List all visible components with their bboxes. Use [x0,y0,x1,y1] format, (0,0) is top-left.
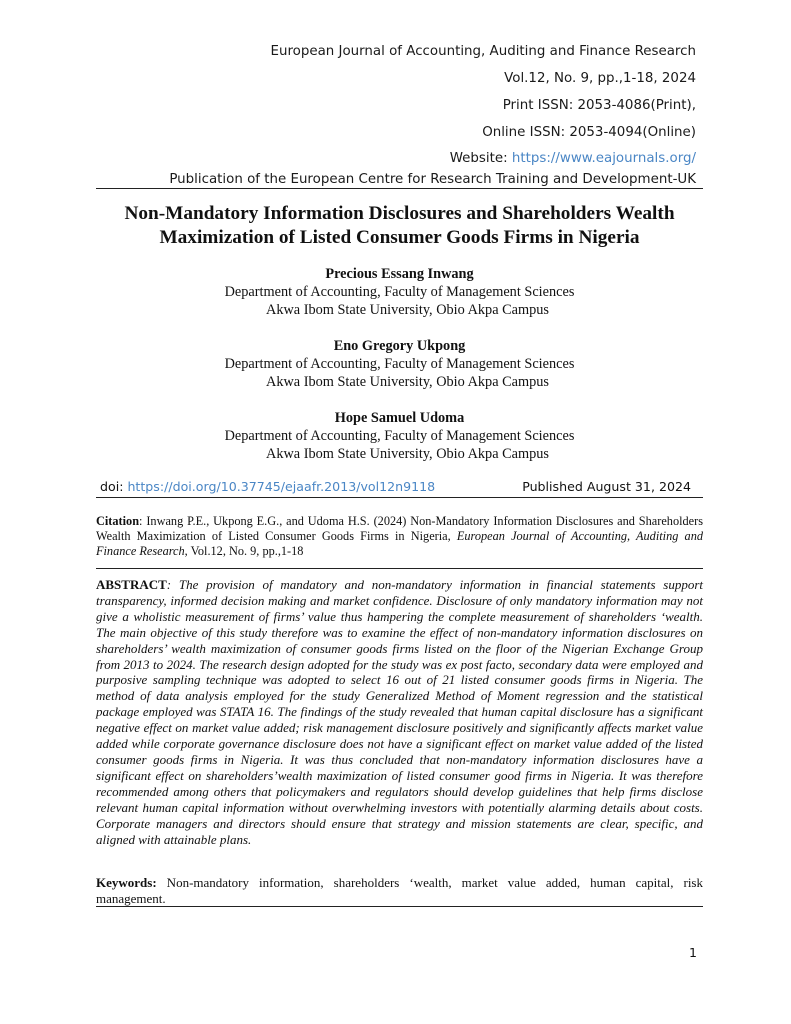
author-university: Akwa Ibom State University, Obio Akpa Campus [266,374,549,390]
author-block [96,409,703,463]
publisher-line: Publication of the European Centre for Research Training and Development-UK [169,172,696,187]
volume-info: Vol.12, No. 9, pp.,1-18, 2024 [504,71,696,86]
author-block [96,337,703,391]
paper-title [96,202,703,250]
abstract-label: ABSTRACT [96,577,167,592]
title-line-2: Maximization of Listed Consumer Goods Firms in Nigeria [159,227,640,248]
citation-label: Citation [96,514,140,528]
keywords-label: Keywords: [96,875,157,890]
print-issn: Print ISSN: 2053-4086(Print), [502,98,696,113]
author-department: Department of Accounting, Faculty of Management Sciences [224,356,575,372]
citation-journal: , European Journal of Accounting, Auditing and Finance Research [96,529,703,558]
author-name: Hope Samuel Udoma [334,410,465,426]
online-issn: Online ISSN: 2053-4094(Online) [482,125,696,140]
website-line [450,151,696,167]
doi-link[interactable]: https://doi.org/10.37745/ejaafr.2013/vol12n9118 [127,479,436,494]
author-block [96,265,703,319]
author-name: Precious Essang Inwang [325,266,474,282]
abstract-text: : The provision of mandatory and non-mandatory information in financial statements support transparency, informed decision making and market confidence. Disclosure of only mandatory information may not give a wholistic measurement of firms’ value thus hampering the complete measurement of shareholders ‘wealth. The main objective of this study therefore was to examine the effect of non-mandatory information disclosures on shareholders’ wealth maximization of consumer goods firms listed on the floor of the Nigerian Exchange Group from 2013 to 2024. The research design adopted for the study was ex post facto, secondary data were employed and purposive sampling technique was adopted to select 16 out of 21 listed consumer goods firms in Nigeria. The method of data analysis employed for the study Generalized Method of Moment regression and the statistical package employed was STATA 16. The findings of the study revealed that human capital disclosure has a significant negative effect on market value added; risk management disclosure positively and significantly affects market value added while corporate governance disclosure does not have a significant effect on market value added of the listed consumer goods firms in Nigeria. It was thus concluded that non-mandatory information disclosures have a significant effect on shareholders’wealth maximization of listed consumer good firms in Nigeria. It was therefore recommended among others that policymakers and regulators should develop guidelines that help firms disclose relevant human capital information without overwhelming investors with potentially alarming details about costs. Corporate managers and directors should ensure that strategy and mission statements are clear, specific, and aligned with attainable plans. [96,577,703,847]
author-department: Department of Accounting, Faculty of Management Sciences [224,428,575,444]
citation-details: , Vol.12, No. 9, pp.,1-18 [184,544,304,558]
journal-name: European Journal of Accounting, Auditing and Finance Research [270,44,696,59]
citation-divider [96,568,703,569]
citation [96,514,703,559]
page-number: 1 [689,945,697,960]
author-university: Akwa Ibom State University, Obio Akpa Campus [266,302,549,318]
website-link[interactable]: https://www.eajournals.org/ [511,151,696,166]
author-department: Department of Accounting, Faculty of Management Sciences [224,284,575,300]
published-date: Published August 31, 2024 [522,479,691,494]
doi-label: doi: [100,479,128,494]
title-line-1: Non-Mandatory Information Disclosures and Shareholders Wealth [124,203,675,224]
citation-text: : Inwang P.E., Ukpong E.G., and Udoma H.S. (2024) Non-Mandatory Information Disclosures and Shareholders Wealth Maximization of Listed Consumer Goods Firms in Nigeria [96,514,703,543]
doi-line [100,479,435,494]
author-name: Eno Gregory Ukpong [333,338,466,354]
keywords-text: Non-mandatory information, shareholders ‘wealth, market value added, human capital, risk management. [96,875,703,906]
header-divider [96,188,703,189]
keywords [96,875,703,907]
website-label: Website: [449,151,512,166]
abstract [96,577,703,847]
abstract-divider [96,906,703,907]
author-university: Akwa Ibom State University, Obio Akpa Campus [266,446,549,462]
doi-divider [96,497,703,498]
